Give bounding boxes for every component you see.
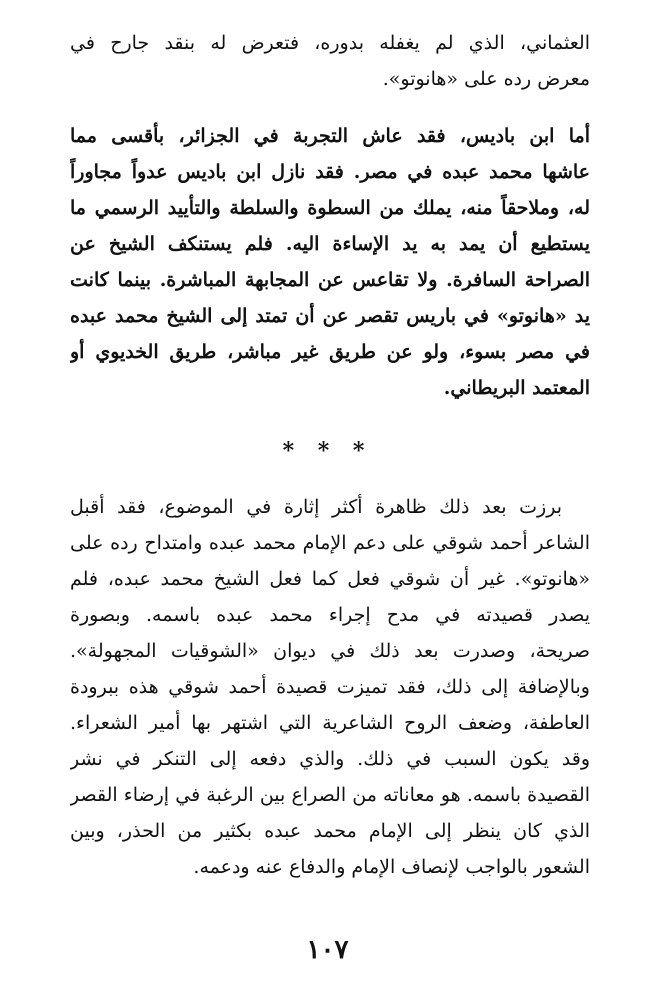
paragraph-3-line: الشعور بالواجب لإنصاف الإمام والدفاع عنه ودعمه. xyxy=(193,856,590,878)
paragraph-3-line: وبالإضافة إلى ذلك، فقد تميزت قصيدة أحمد شوقي هذه ببرودة xyxy=(70,676,590,698)
section-separator: * * * xyxy=(282,438,373,464)
paragraph-3-line: برزت بعد ذلك ظاهرة أكثر إثارة في الموضوع، فقد أقبل xyxy=(70,496,562,518)
page-number: ١٠٧ xyxy=(306,935,349,965)
paragraph-2-line: في مصر بسوء، ولو عن طريق غير مباشر، طريق الخديوي أو xyxy=(70,341,590,363)
paragraph-2-line: أما ابن باديس، فقد عاش التجربة في الجزائر، بأقسى مما xyxy=(70,125,590,147)
paragraph-3-line: العاطفة، وضعف الروح الشاعرية التي اشتهر بها أمير الشعراء. xyxy=(70,712,590,734)
paragraph-2-line: يستطيع أن يمد به يد الإساءة اليه. فلم يستنكف الشيخ عن xyxy=(70,233,590,255)
paragraph-2-line: له، وملاحقاً منه، يملك من السطوة والسلطة والتأييد الرسمي ما xyxy=(70,197,590,219)
paragraph-3-line: القصيدة باسمه. هو معاناته من الصراع بين الرغبة في إرضاء القصر xyxy=(70,784,590,806)
paragraph-3-line: يصدر قصيدته في مدح إجراء محمد عبده باسمه. وبصورة xyxy=(70,604,590,626)
paragraph-3-line: صريحة، وصدرت بعد ذلك في ديوان «الشوقيات المجهولة». xyxy=(70,640,590,662)
paragraph-1-line: معرض رده على «هانوتو». xyxy=(382,68,590,90)
paragraph-3-line: «هانوتو». غير أن شوقي فعل كما فعل الشيخ محمد عبده، فلم xyxy=(70,568,590,590)
paragraph-2-line: المعتمد البريطاني. xyxy=(443,377,590,399)
paragraph-3-line: وقد يكون السبب في ذلك. والذي دفعه إلى التنكر في نشر xyxy=(70,748,590,770)
paragraph-1 xyxy=(70,25,590,97)
paragraph-2-line: يد «هانوتو» في باريس تقصر عن أن تمتد إلى الشيخ محمد عبده xyxy=(70,305,590,327)
paragraph-3-line: الشاعر أحمد شوقي على دعم الإمام محمد عبده وامتداح رده على xyxy=(70,532,590,554)
paragraph-1-line: العثماني، الذي لم يغفله بدوره، فتعرض له بنقد جارح في xyxy=(70,32,590,54)
paragraph-2-line: عاشها محمد عبده في مصر. فقد نازل ابن باديس عدواً مجاوراً xyxy=(70,161,590,183)
paragraph-2-line: الصراحة السافرة. ولا تقاعس عن المجابهة المباشرة. بينما كانت xyxy=(70,269,590,291)
paragraph-2 xyxy=(70,118,590,406)
paragraph-3-line: الذي كان ينظر إلى الإمام محمد عبده بكثير من الحذر، وبين xyxy=(70,820,590,842)
paragraph-3 xyxy=(70,489,590,885)
